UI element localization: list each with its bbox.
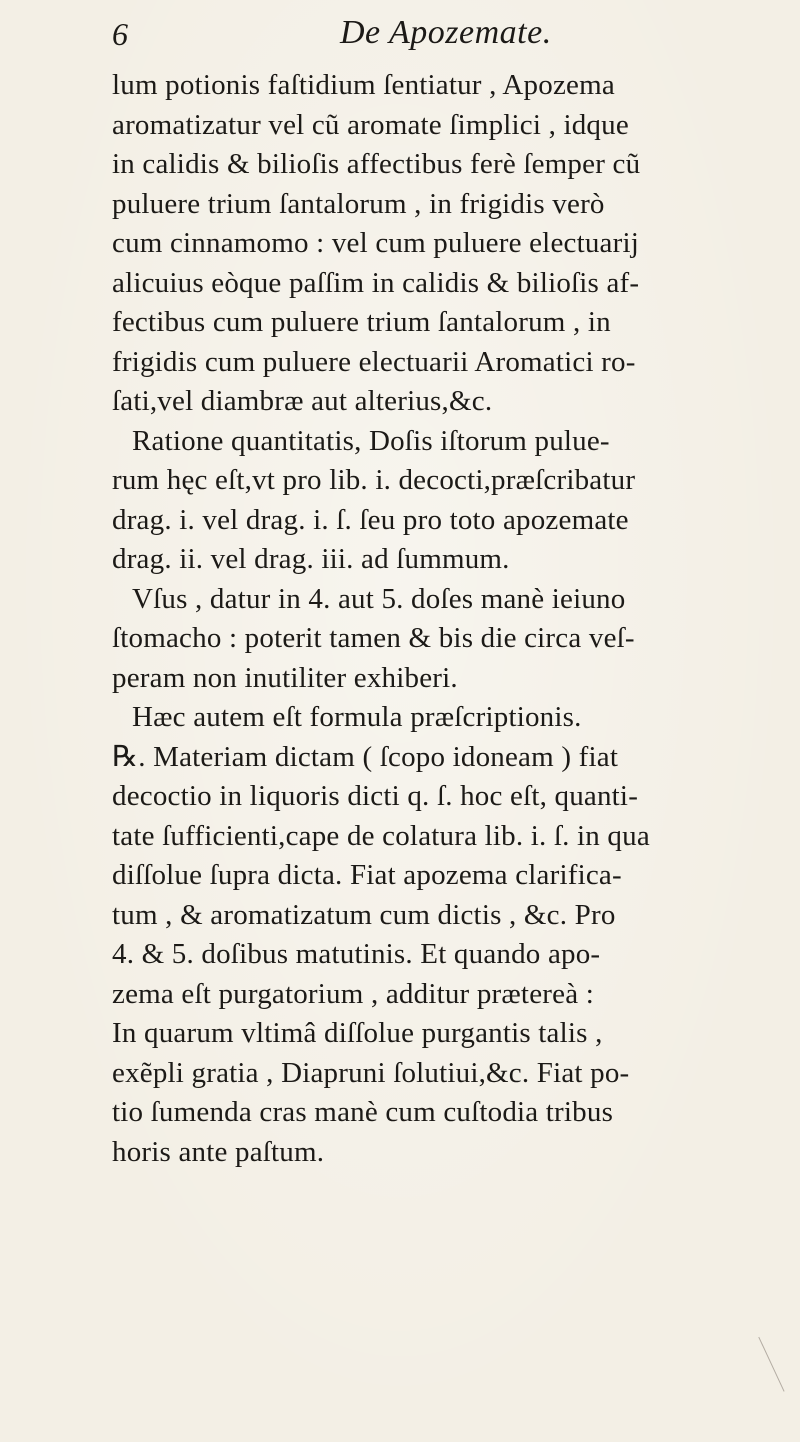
- page-number: 6: [112, 16, 128, 52]
- text-line: tate ſufficienti,cape de colatura lib. i. ſ. in qua: [112, 819, 650, 852]
- text-line: ſati,vel diambræ aut alterius,&c.: [112, 385, 493, 417]
- text-line: zema eſt purgatorium , additur prætereà :: [112, 977, 594, 1010]
- page-header: [112, 14, 762, 64]
- text-line: 4. & 5. doſibus matutinis. Et quando apo-: [112, 938, 601, 970]
- text-line: Ratione quantitatis, Doſis iſtorum pulue-: [132, 424, 610, 457]
- text-line: drag. i. vel drag. i. ſ. ſeu pro toto apozemate: [112, 503, 629, 536]
- running-title: De Apozemate.: [340, 14, 552, 51]
- text-line: fectibus cum puluere trium ſantalorum , in: [112, 306, 611, 338]
- text-line: drag. ii. vel drag. iii. ad ſummum.: [112, 543, 510, 575]
- text-line: Vſus , datur in 4. aut 5. doſes manè ieiuno: [132, 582, 626, 615]
- text-line: alicuius eòque paſſim in calidis & bilioſis af-: [112, 266, 640, 299]
- text-line: horis ante paſtum.: [112, 1135, 325, 1168]
- text-line: peram non inutiliter exhiberi.: [112, 661, 458, 694]
- text-line: ſtomacho : poterit tamen & bis die circa veſ-: [112, 622, 635, 654]
- text-line: puluere trium ſantalorum , in frigidis verò: [112, 187, 605, 220]
- text-line: decoctio in liquoris dicti q. ſ. hoc eſt, quanti-: [112, 780, 639, 812]
- text-line: In quarum vltimâ diſſolue purgantis talis ,: [112, 1017, 603, 1049]
- body-text: [112, 66, 788, 1172]
- text-line: exẽpli gratia , Diapruni ſolutiui,&c. Fiat po-: [112, 1056, 630, 1089]
- text-line: diſſolue ſupra dicta. Fiat apozema clarifica-: [112, 859, 622, 891]
- text-line: Hæc autem eſt formula præſcriptionis.: [132, 701, 582, 733]
- text-line: ℞. Materiam dictam ( ſcopo idoneam ) fiat: [112, 740, 619, 773]
- text-line: rum hęc eſt,vt pro lib. i. decocti,præſcribatur: [112, 464, 636, 496]
- text-line: tio ſumenda cras manè cum cuſtodia tribus: [112, 1096, 614, 1128]
- text-line: cum cinnamomo : vel cum puluere electuarij: [112, 227, 639, 259]
- text-line: frigidis cum puluere electuarii Aromatici ro-: [112, 345, 636, 378]
- text-line: tum , & aromatizatum cum dictis , &c. Pro: [112, 898, 616, 931]
- paper-crease: [758, 1328, 800, 1391]
- text-line: aromatizatur vel cũ aromate ſimplici , idque: [112, 108, 629, 141]
- text-line: in calidis & bilioſis affectibus ferè ſemper cũ: [112, 148, 641, 180]
- text-line: lum potionis faſtidium ſentiatur , Apozema: [112, 69, 615, 101]
